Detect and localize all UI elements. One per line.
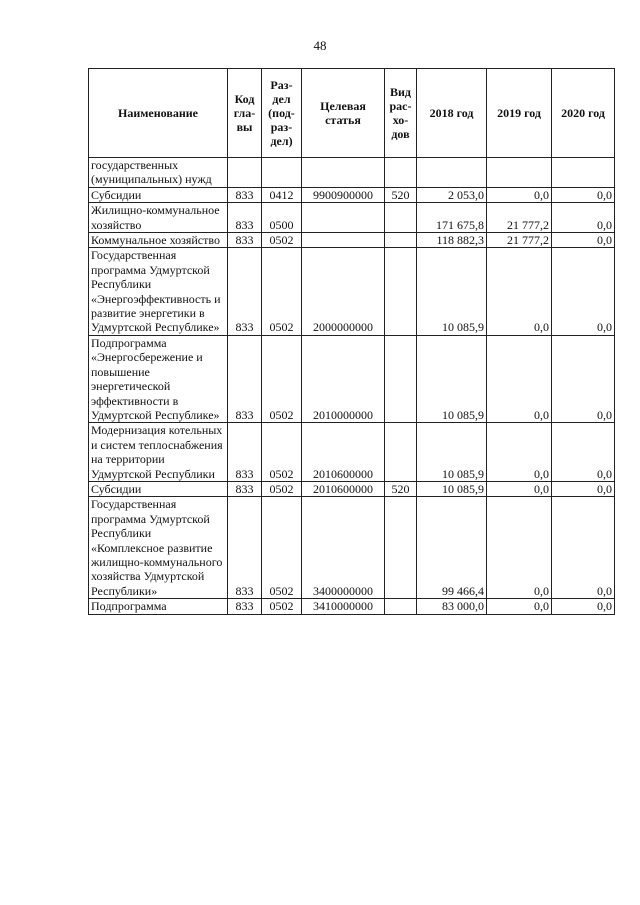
cell-2020: 0,0 <box>552 187 615 202</box>
cell-2018: 2 053,0 <box>417 187 487 202</box>
cell-target: 2010600000 <box>302 481 385 496</box>
header-target: Целевая статья <box>302 69 385 158</box>
cell-exp-type: 520 <box>385 187 417 202</box>
cell-2019: 0,0 <box>487 497 552 599</box>
cell-2019: 0,0 <box>487 248 552 335</box>
table-row <box>89 203 615 233</box>
cell-name: Подпрограмма <box>89 599 228 614</box>
cell-2019: 0,0 <box>487 599 552 614</box>
cell-section <box>262 158 302 188</box>
cell-code <box>228 158 262 188</box>
cell-target <box>302 233 385 248</box>
table-row <box>89 423 615 482</box>
cell-exp-type <box>385 335 417 422</box>
cell-target <box>302 203 385 233</box>
cell-target: 2000000000 <box>302 248 385 335</box>
cell-section: 0502 <box>262 481 302 496</box>
cell-target: 2010000000 <box>302 335 385 422</box>
cell-name: Модернизация котельных и систем теплоснабжения на территории Удмуртской Республики <box>89 423 228 482</box>
cell-section: 0502 <box>262 423 302 482</box>
cell-section: 0502 <box>262 497 302 599</box>
cell-2020: 0,0 <box>552 335 615 422</box>
cell-2019 <box>487 158 552 188</box>
cell-2018: 10 085,9 <box>417 423 487 482</box>
cell-section: 0502 <box>262 233 302 248</box>
cell-target <box>302 158 385 188</box>
cell-name: государственных (муниципальных) нужд <box>89 158 228 188</box>
cell-2018 <box>417 158 487 188</box>
cell-exp-type <box>385 203 417 233</box>
cell-2019: 0,0 <box>487 187 552 202</box>
cell-code: 833 <box>228 248 262 335</box>
cell-name: Государственная программа Удмуртской Республики «Энергоэффективность и развитие энергетики в Удмуртской Республике» <box>89 248 228 335</box>
cell-2018: 83 000,0 <box>417 599 487 614</box>
table-row <box>89 599 615 614</box>
cell-name: Коммунальное хозяйство <box>89 233 228 248</box>
table-row <box>89 248 615 335</box>
cell-exp-type <box>385 497 417 599</box>
cell-section: 0502 <box>262 335 302 422</box>
cell-exp-type <box>385 233 417 248</box>
page-number: 48 <box>313 38 327 53</box>
header-name: Наименование <box>89 69 228 158</box>
cell-2020: 0,0 <box>552 481 615 496</box>
cell-2018: 10 085,9 <box>417 248 487 335</box>
header-2020: 2020 год <box>552 69 615 158</box>
cell-2020: 0,0 <box>552 423 615 482</box>
header-section: Раз- дел (под- раз- дел) <box>262 69 302 158</box>
cell-name: Государственная программа Удмуртской Республики «Комплексное развитие жилищно-коммунального хозяйства Удмуртской Республики» <box>89 497 228 599</box>
cell-exp-type <box>385 248 417 335</box>
cell-2020: 0,0 <box>552 497 615 599</box>
cell-2020: 0,0 <box>552 203 615 233</box>
cell-section: 0412 <box>262 187 302 202</box>
cell-2020: 0,0 <box>552 599 615 614</box>
cell-name: Жилищно-коммунальное хозяйство <box>89 203 228 233</box>
cell-2018: 171 675,8 <box>417 203 487 233</box>
cell-2020: 0,0 <box>552 233 615 248</box>
cell-exp-type <box>385 423 417 482</box>
cell-exp-type: 520 <box>385 481 417 496</box>
cell-target: 9900900000 <box>302 187 385 202</box>
cell-exp-type <box>385 158 417 188</box>
cell-2019: 21 777,2 <box>487 233 552 248</box>
cell-2019: 0,0 <box>487 335 552 422</box>
cell-code: 833 <box>228 481 262 496</box>
cell-section: 0502 <box>262 599 302 614</box>
budget-table <box>88 68 615 615</box>
table-header-row <box>89 69 615 158</box>
cell-code: 833 <box>228 187 262 202</box>
cell-name: Субсидии <box>89 187 228 202</box>
table-row <box>89 481 615 496</box>
cell-section: 0500 <box>262 203 302 233</box>
table-row <box>89 233 615 248</box>
table-row <box>89 335 615 422</box>
header-2018: 2018 год <box>417 69 487 158</box>
cell-2018: 99 466,4 <box>417 497 487 599</box>
cell-exp-type <box>385 599 417 614</box>
table-row <box>89 187 615 202</box>
cell-2020: 0,0 <box>552 248 615 335</box>
cell-section: 0502 <box>262 248 302 335</box>
cell-target: 3400000000 <box>302 497 385 599</box>
cell-2020 <box>552 158 615 188</box>
cell-code: 833 <box>228 203 262 233</box>
header-2019: 2019 год <box>487 69 552 158</box>
cell-2018: 118 882,3 <box>417 233 487 248</box>
cell-2018: 10 085,9 <box>417 335 487 422</box>
header-exp-type: Вид рас- хо- дов <box>385 69 417 158</box>
cell-2019: 0,0 <box>487 481 552 496</box>
cell-2019: 0,0 <box>487 423 552 482</box>
cell-2019: 21 777,2 <box>487 203 552 233</box>
cell-target: 2010600000 <box>302 423 385 482</box>
cell-code: 833 <box>228 599 262 614</box>
header-code: Код гла- вы <box>228 69 262 158</box>
cell-code: 833 <box>228 335 262 422</box>
cell-code: 833 <box>228 233 262 248</box>
cell-name: Подпрограмма «Энергосбережение и повышение энергетической эффективности в Удмуртской Республике» <box>89 335 228 422</box>
cell-2018: 10 085,9 <box>417 481 487 496</box>
cell-name: Субсидии <box>89 481 228 496</box>
cell-code: 833 <box>228 423 262 482</box>
table-row <box>89 158 615 188</box>
cell-code: 833 <box>228 497 262 599</box>
cell-target: 3410000000 <box>302 599 385 614</box>
table-row <box>89 497 615 599</box>
